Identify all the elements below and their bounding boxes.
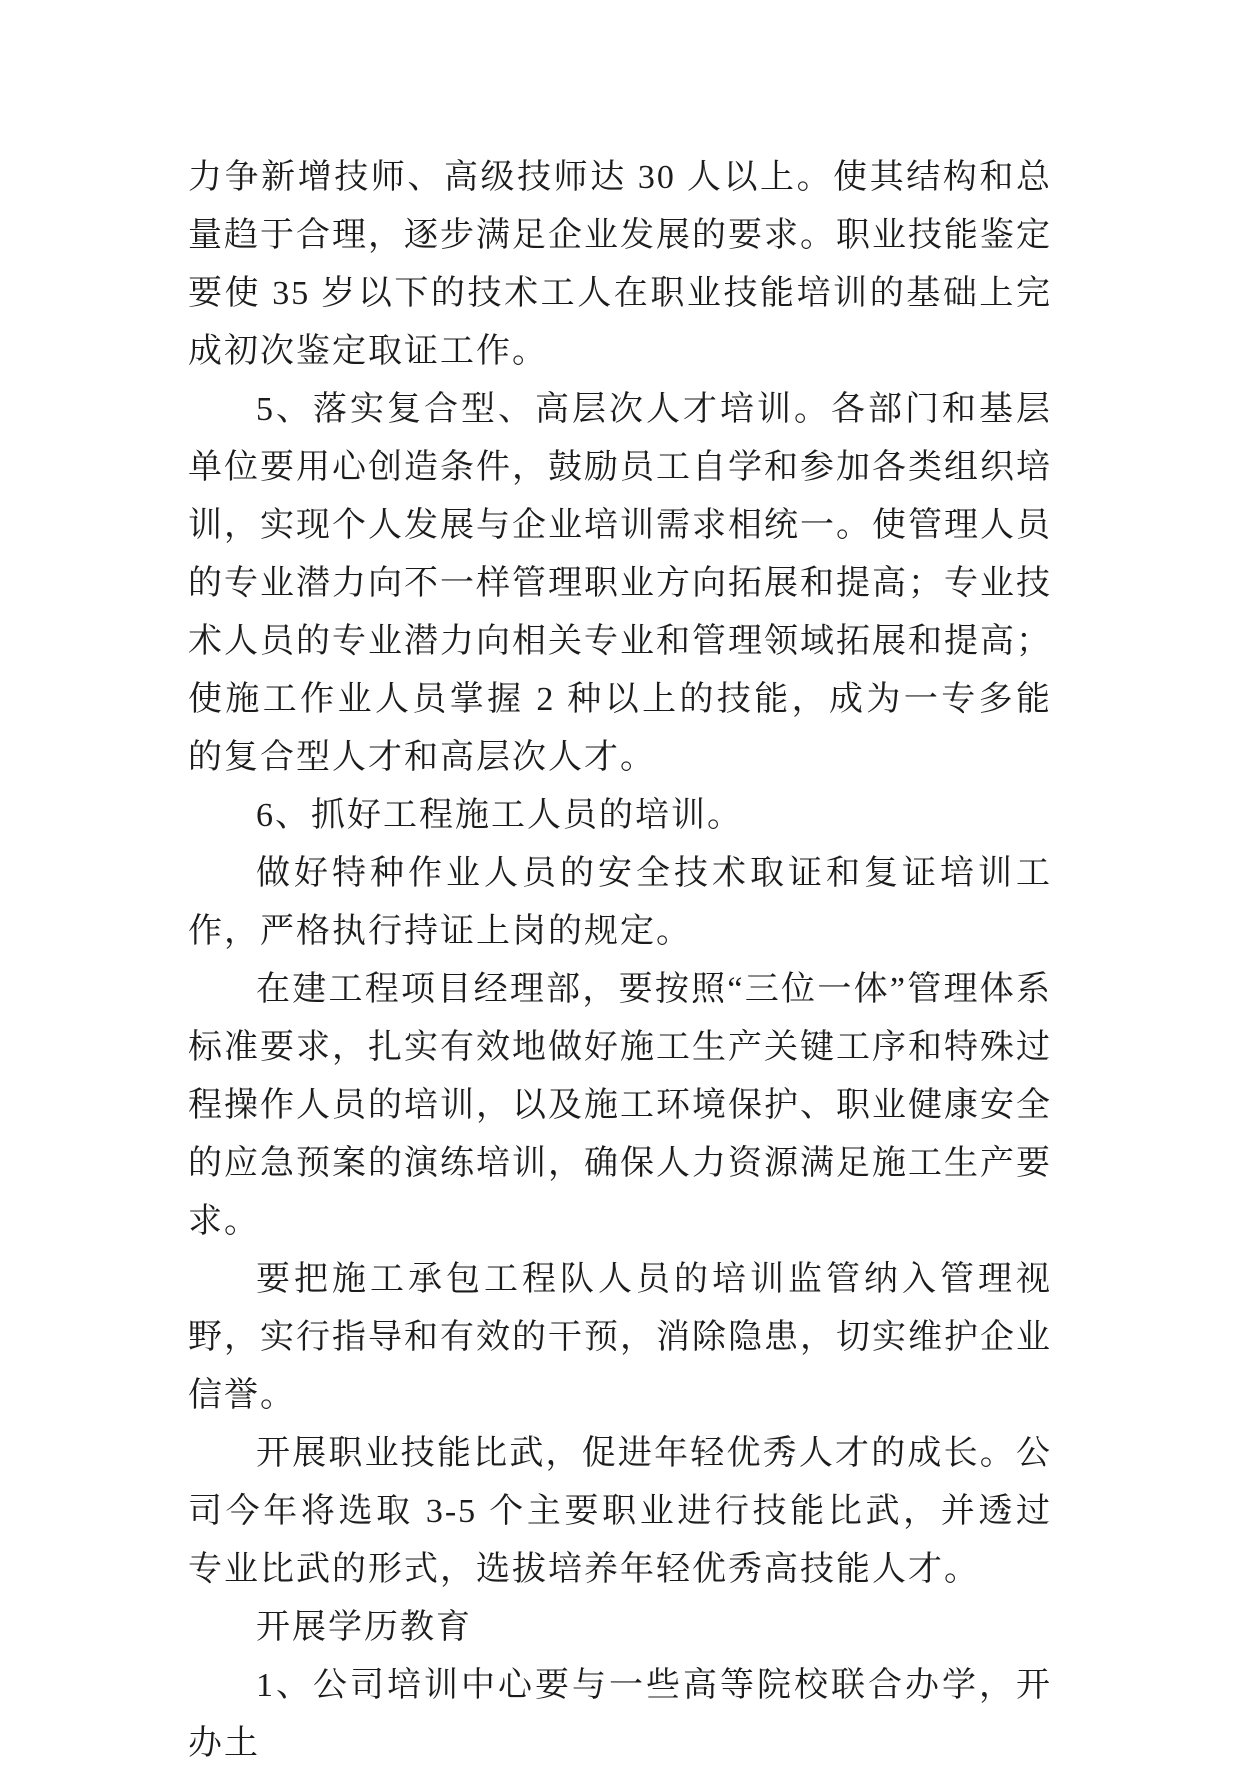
paragraph-special-operations-certification: 做好特种作业人员的安全技术取证和复证培训工作，严格执行持证上岗的规定。 [188, 855, 1052, 950]
paragraph-subcontractor-training-supervision: 要把施工承包工程队人员的培训监管纳入管理视野，实行指导和有效的干预，消除隐患，切实维护企业信誉。 [188, 1261, 1052, 1414]
paragraph-item5-composite-talent-training: 5、落实复合型、高层次人才培训。各部门和基层单位要用心创造条件，鼓励员工自学和参加各类组织培训，实现个人发展与企业培训需求相统一。使管理人员的专业潜力向不一样管理职业方向拓展和提高；专业技术人员的专业潜力向相关专业和管理领域拓展和提高；使施工作业人员掌握 2 种以上的技能，成为一专多能的复合型人才和高层次人才。 [188, 391, 1052, 776]
paragraph-academic-education-heading: 开展学历教育 [256, 1609, 472, 1646]
paragraph-project-department-training: 在建工程项目经理部，要按照“三位一体”管理体系标准要求，扎实有效地做好施工生产关键工序和特殊过程操作人员的培训，以及施工环境保护、职业健康安全的应急预案的演练培训，确保人力资源满足施工生产要求。 [188, 971, 1052, 1240]
paragraph-continuation-skills-appraisal: 力争新增技师、高级技师达 30 人以上。使其结构和总量趋于合理，逐步满足企业发展的要求。职业技能鉴定要使 35 岁以下的技术工人在职业技能培训的基础上完成初次鉴定取证工作。 [188, 159, 1052, 370]
paragraph-item6-construction-staff-training: 6、抓好工程施工人员的培训。 [256, 797, 743, 834]
paragraph-item1-joint-education: 1、公司培训中心要与一些高等院校联合办学，开办土 [188, 1667, 1052, 1762]
paragraph-skills-competition: 开展职业技能比武，促进年轻优秀人才的成长。公司今年将选取 3-5 个主要职业进行技能比武，并透过专业比武的形式，选拔培养年轻优秀高技能人才。 [188, 1435, 1052, 1588]
